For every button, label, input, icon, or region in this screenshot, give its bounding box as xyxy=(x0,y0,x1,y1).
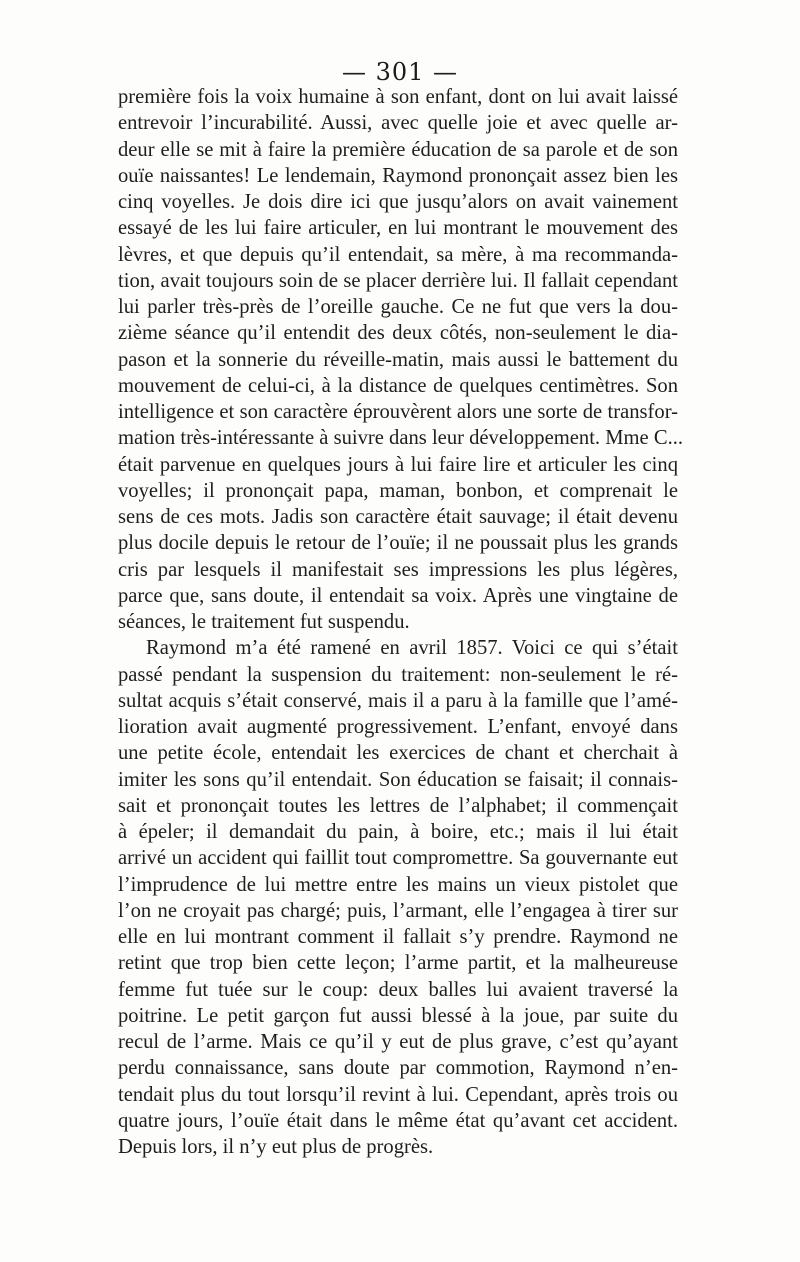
text-line: zième séance qu’il entendit des deux côtés, non-seulement le dia- xyxy=(118,322,678,345)
paragraph xyxy=(118,635,678,1160)
text-line: pason et la sonnerie du réveille-matin, mais aussi le battement du xyxy=(118,348,678,371)
text-line: lèvres, et que depuis qu’il entendait, sa mère, à ma recommanda- xyxy=(118,243,678,266)
text-line: ouïe naissantes! Le lendemain, Raymond prononçait assez bien les xyxy=(118,164,678,187)
text-line: voyelles; il prononçait papa, maman, bonbon, et comprenait le xyxy=(118,479,678,502)
text-line: Raymond m’a été ramené en avril 1857. Voici ce qui s’était xyxy=(146,637,678,660)
text-line: sultat acquis s’était conservé, mais il a paru à la famille que l’amé- xyxy=(118,689,678,712)
text-line: était parvenue en quelques jours à lui faire lire et articuler les cinq xyxy=(118,453,678,476)
paragraph xyxy=(118,84,684,635)
text-line: recul de l’arme. Mais ce qu’il y eut de plus grave, c’est qu’ayant xyxy=(118,1031,678,1053)
text-line: lioration avait augmenté progressivement. L’enfant, envoyé dans xyxy=(118,716,678,738)
text-line: parce que, sans doute, il entendait sa voix. Après une vingtaine de xyxy=(118,584,678,607)
text-line: retint que trop bien cette leçon; l’arme partit, et la malheureuse xyxy=(118,952,678,975)
body-text xyxy=(118,84,684,1160)
text-line: imiter les sons qu’il entendait. Son éducation se faisait; il connais- xyxy=(118,768,678,791)
text-line: Depuis lors, il n’y eut plus de progrès. xyxy=(118,1136,434,1158)
text-line: plus docile depuis le retour de l’ouïe; il ne poussait plus les grands xyxy=(118,532,678,555)
text-line: première fois la voix humaine à son enfant, dont on lui avait laissé xyxy=(118,86,678,108)
page-number: — 301 — xyxy=(341,58,459,86)
text-line: cris par lesquels il manifestait ses impressions les plus légères, xyxy=(118,558,678,581)
text-line: l’on ne croyait pas chargé; puis, l’armant, elle l’engagea à tirer sur xyxy=(118,899,678,922)
text-line: entrevoir l’incurabilité. Aussi, avec quelle joie et avec quelle ar- xyxy=(118,112,678,135)
text-line: l’imprudence de lui mettre entre les mains un vieux pistolet que xyxy=(118,873,678,896)
text-line: elle en lui montrant comment il fallait s’y prendre. Raymond ne xyxy=(118,926,678,948)
text-line: perdu connaissance, sans doute par commotion, Raymond n’en- xyxy=(118,1057,678,1080)
text-line: sens de ces mots. Jadis son caractère était sauvage; il était devenu xyxy=(118,506,678,528)
text-line: sait et prononçait toutes les lettres de l’alphabet; il commençait xyxy=(118,794,678,817)
text-line: femme fut tuée sur le coup: deux balles lui avaient traversé la xyxy=(118,978,678,1001)
text-line: mation très-intéressante à suivre dans leur développement. Mme C... xyxy=(118,427,684,450)
text-line: passé pendant la suspension du traitement: non-seulement le ré- xyxy=(118,663,678,686)
text-line: une petite école, entendait les exercices de chant et cherchait à xyxy=(118,742,678,765)
text-line: poitrine. Le petit garçon fut aussi blessé à la joue, par suite du xyxy=(118,1004,678,1027)
text-line: tendait plus du tout lorsqu’il revint à lui. Cependant, après trois ou xyxy=(118,1083,678,1106)
text-line: lui parler très-près de l’oreille gauche. Ce ne fut que vers la dou- xyxy=(118,296,678,318)
text-line: essayé de les lui faire articuler, en lui montrant le mouvement des xyxy=(118,217,678,240)
text-line: intelligence et son caractère éprouvèrent alors une sorte de transfor- xyxy=(118,401,678,423)
text-line: deur elle se mit à faire la première éducation de sa parole et de son xyxy=(118,138,678,161)
text-line: cinq voyelles. Je dois dire ici que jusqu’alors on avait vainement xyxy=(118,191,678,213)
text-line: quatre jours, l’ouïe était dans le même état qu’avant cet accident. xyxy=(118,1109,678,1132)
text-line: arrivé un accident qui faillit tout compromettre. Sa gouvernante eut xyxy=(118,847,678,870)
text-line: tion, avait toujours soin de se placer derrière lui. Il fallait cependant xyxy=(118,269,678,292)
text-line: mouvement de celui-ci, à la distance de quelques centimètres. Son xyxy=(118,374,678,397)
text-line: séances, le traitement fut suspendu. xyxy=(118,611,410,633)
text-line: à épeler; il demandait du pain, à boire, etc.; mais il lui était xyxy=(118,821,678,843)
